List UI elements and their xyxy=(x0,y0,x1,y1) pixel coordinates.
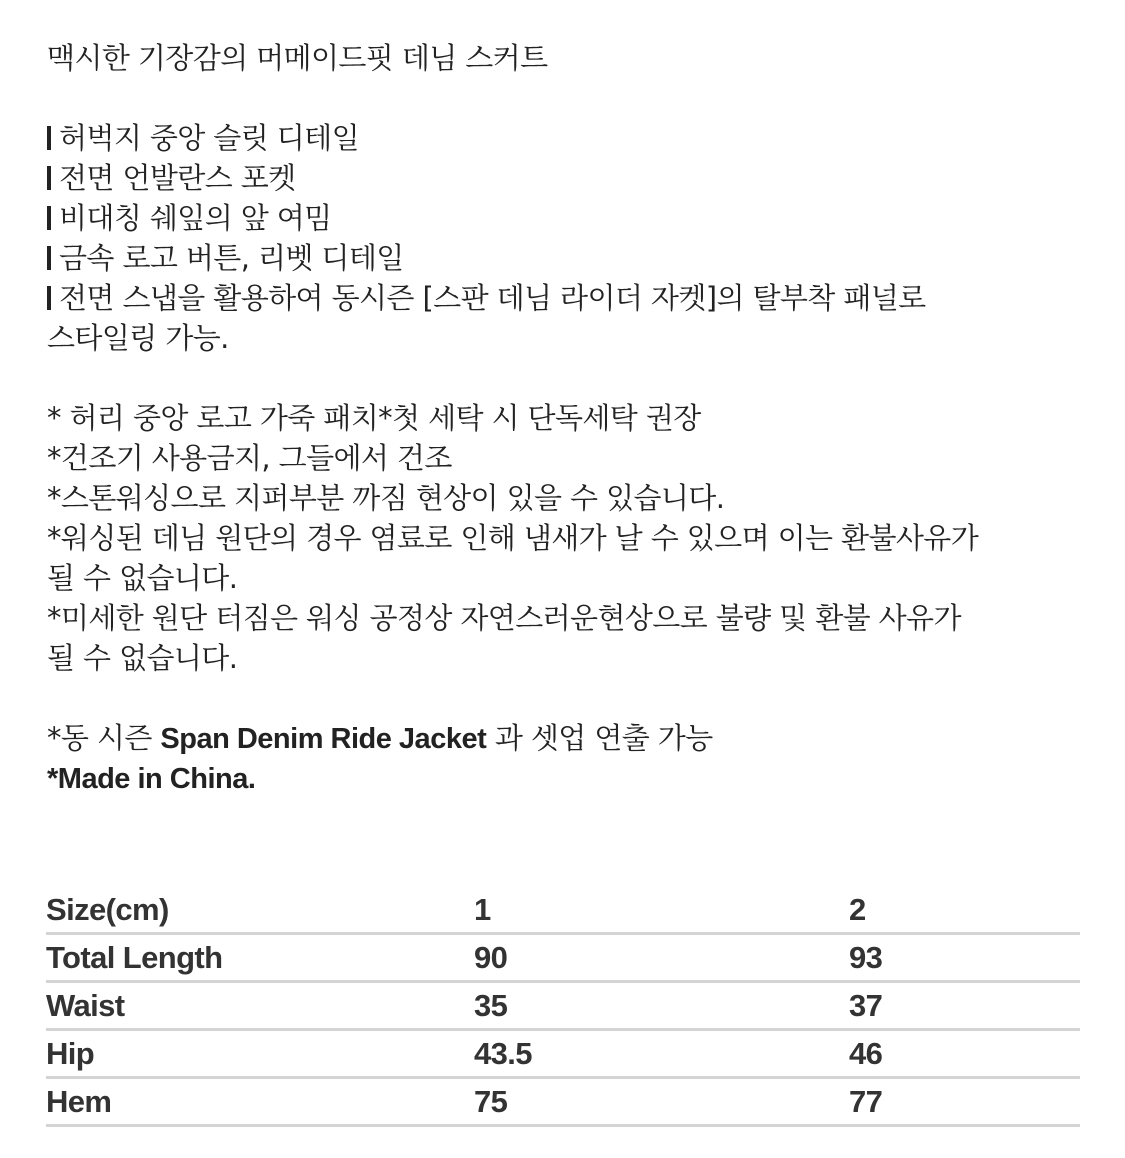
bullet-bar-icon xyxy=(47,246,51,270)
bullet-bar-icon xyxy=(47,166,51,190)
bullet-bar-icon xyxy=(47,126,51,150)
feature-text: 전면 스냅을 활용하여 동시즌 [스판 데님 라이더 자켓]의 탈부착 패널로 xyxy=(59,281,926,315)
feature-continuation: 스타일링 가능. xyxy=(47,321,229,355)
table-row xyxy=(46,1078,1080,1126)
bullet-bar-icon xyxy=(47,286,51,310)
feature-item xyxy=(47,278,1097,318)
feature-text: 허벅지 중앙 슬릿 디테일 xyxy=(59,121,359,155)
measure-label: Waist xyxy=(46,982,474,1030)
measure-label: Hip xyxy=(46,1030,474,1078)
measure-value-size-1: 35 xyxy=(474,982,849,1030)
care-note: *미세한 원단 터짐은 워싱 공정상 자연스러운현상으로 불량 및 환불 사유가 xyxy=(47,601,961,635)
measure-value-size-1: 43.5 xyxy=(474,1030,849,1078)
measure-label: Hem xyxy=(46,1078,474,1126)
table-row xyxy=(46,982,1080,1030)
care-note: *워싱된 데님 원단의 경우 염료로 인해 냄새가 날 수 있으며 이는 환불사유가 xyxy=(47,521,979,555)
feature-item xyxy=(47,118,1097,158)
table-row xyxy=(46,1030,1080,1078)
measure-value-size-2: 93 xyxy=(849,934,1080,982)
spacer xyxy=(47,358,1097,398)
measure-value-size-2: 37 xyxy=(849,982,1080,1030)
spacer xyxy=(47,78,1097,118)
measure-label: Total Length xyxy=(46,934,474,982)
product-description xyxy=(47,38,1097,798)
setup-prefix: *동 시즌 xyxy=(47,721,161,755)
size-table xyxy=(46,887,1080,1127)
bullet-bar-icon xyxy=(47,206,51,230)
table-row xyxy=(46,934,1080,982)
care-note: *스톤워싱으로 지퍼부분 까짐 현상이 있을 수 있습니다. xyxy=(47,481,725,515)
care-note: *건조기 사용금지, 그들에서 건조 xyxy=(47,441,452,475)
product-title: 맥시한 기장감의 머메이드핏 데님 스커트 xyxy=(47,41,548,75)
measure-value-size-2: 77 xyxy=(849,1078,1080,1126)
setup-product-name: Span Denim Ride Jacket xyxy=(160,723,487,755)
feature-item xyxy=(47,238,1097,278)
feature-item xyxy=(47,158,1097,198)
feature-text: 전면 언발란스 포켓 xyxy=(59,161,296,195)
origin-note xyxy=(47,758,1097,798)
feature-text: 금속 로고 버튼, 리벳 디테일 xyxy=(59,241,404,275)
measure-value-size-1: 90 xyxy=(474,934,849,982)
feature-item xyxy=(47,198,1097,238)
size-header-label: Size(cm) xyxy=(46,887,474,934)
feature-text: 비대칭 쉐잎의 앞 여밈 xyxy=(59,201,332,235)
care-note: * 허리 중앙 로고 가죽 패치*첫 세탁 시 단독세탁 권장 xyxy=(47,401,701,435)
size-table-header-row xyxy=(46,887,1080,934)
setup-note xyxy=(47,718,1097,758)
care-note: 될 수 없습니다. xyxy=(47,641,238,675)
setup-suffix: 과 셋업 연출 가능 xyxy=(486,721,713,755)
size-header-1: 1 xyxy=(474,887,849,934)
spacer xyxy=(47,678,1097,718)
measure-value-size-1: 75 xyxy=(474,1078,849,1126)
care-note: 될 수 없습니다. xyxy=(47,561,238,595)
measure-value-size-2: 46 xyxy=(849,1030,1080,1078)
origin-text: *Made in China. xyxy=(47,763,256,795)
size-header-2: 2 xyxy=(849,887,1080,934)
